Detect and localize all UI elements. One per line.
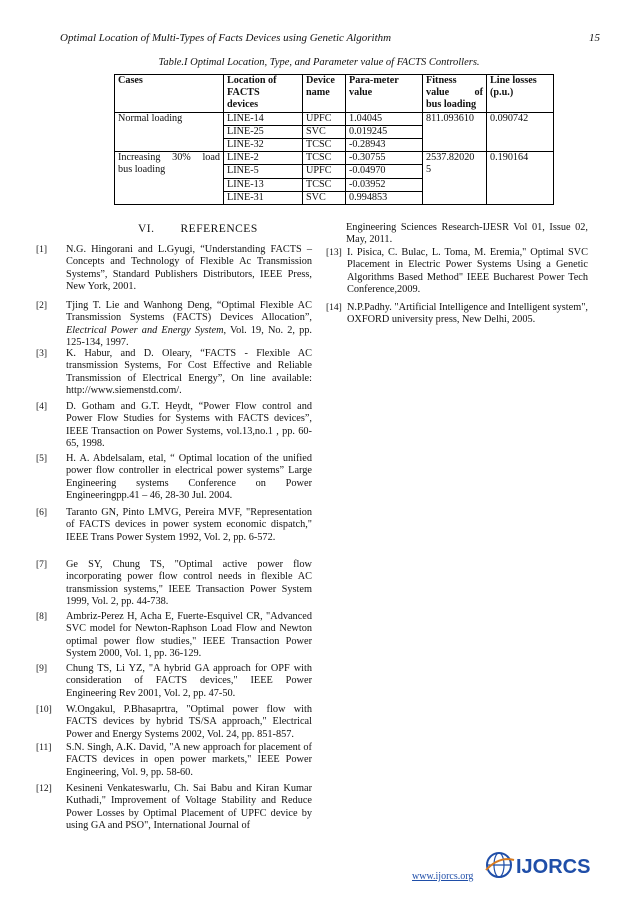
reference-item: [1] N.G. Hingorani and L.Gyugi, “Understanding FACTS – Concepts and Technology of Flexible Ac Transmission Systems”, Standard Publishers Distributors, IEEE Press, New York, 2001. bbox=[36, 244, 312, 293]
reference-item: [4] D. Gotham and G.T. Heydt, “Power Flow control and Power Flow Studies for Systems with FACTS devices”, IEEE Transaction on Power Systems, vol.13,no.1 , pp. 60-65, 1998. bbox=[36, 401, 312, 450]
reference-item: [3] K. Habur, and D. Oleary, “FACTS - Flexible AC transmission Systems, For Cost Effective and Reliable Transmission of Electrical Energy”, On line available: http://www.siemenstd.com/. bbox=[36, 348, 312, 397]
location-cell: LINE-14 bbox=[224, 112, 303, 125]
reference-item: [9] Chung TS, Li YZ, "A hybrid GA approach for OPF with consideration of FACTS devices," IEEE Power Engineering Rev 2001, Vol. 2, pp. 47-50. bbox=[36, 663, 312, 699]
reference-item: [14] N.P.Padhy. "Artificial Intelligence and Intelligent system", OXFORD university press, New Delhi, 2005. bbox=[326, 302, 588, 326]
page-number: 15 bbox=[589, 32, 600, 44]
param-cell: -0.30755 bbox=[346, 152, 423, 165]
location-cell: LINE-31 bbox=[224, 191, 303, 204]
reference-item: [2] Tjing T. Lie and Wanhong Deng, “Optimal Flexible AC Transmission Systems (FACTS) Devices Allocation”, Electrical Power and Energy System, Vol. 19, No. 2, pp. 125-134, 1997. bbox=[36, 300, 313, 349]
location-cell: LINE-5 bbox=[224, 165, 303, 178]
loss-cell: 0.090742 bbox=[487, 112, 554, 152]
section-title: REFERENCES bbox=[180, 223, 258, 235]
header-device: Device name bbox=[303, 75, 346, 113]
logo-wordmark: IJORCS bbox=[516, 856, 591, 878]
device-cell: TCSC bbox=[303, 178, 346, 191]
fitness-cell: 811.093610 bbox=[423, 112, 487, 152]
reference-item: [6] Taranto GN, Pinto LMVG, Pereira MVF, "Representation of FACTS devices in power system economic dispatch," IEEE Trans Power System 1992, Vol. 2, pp. 6-572. bbox=[36, 507, 312, 543]
case-increasing-load: Increasing 30% load bus loading bbox=[115, 152, 224, 205]
header-line-losses: Line losses (p.u.) bbox=[487, 75, 554, 113]
reference-item: [10] W.Ongakul, P.Bhasaprtra, "Optimal power flow with FACTS devices by hybrid TS/SA approach," Electrical Power and Energy Systems 2002, Vol. 24, pp. 851-857. bbox=[36, 704, 312, 740]
param-cell: -0.03952 bbox=[346, 178, 423, 191]
section-numeral: VI. bbox=[138, 223, 155, 235]
header-cases: Cases bbox=[115, 75, 224, 113]
param-cell: 1.04045 bbox=[346, 112, 423, 125]
reference-item: [11] S.N. Singh, A.K. David, "A new approach for placement of FACTS devices in open power markets," IEEE Power Engineering, Vol. 9, pp. 58-60. bbox=[36, 742, 312, 778]
ijorcs-logo bbox=[484, 846, 596, 888]
reference-continuation: Engineering Sciences Research-IJESR Vol 01, Issue 02, May, 2011. bbox=[346, 222, 588, 246]
reference-item: [8] Ambriz-Perez H, Acha E, Fuerte-Esquivel CR, "Advanced SVC model for Newton-Raphson Load Flow and Newton optimal power flow studies," IEEE Transaction Power System 2000, Vol. 1, pp. 36-129. bbox=[36, 611, 312, 660]
reference-item: [7] Ge SY, Chung TS, "Optimal active power flow incorporating power flow control needs in flexible AC transmission systems," IEEE Transaction Power System 1999, Vol. 2, pp. 44-738. bbox=[36, 559, 312, 608]
reference-item: [12] Kesineni Venkateswarlu, Ch. Sai Babu and Kiran Kumar Kuthadi," Improvement of Voltage Stability and Reduce Power Losses by Optimal Placement of UPFC device by using GA and PSO", International Journal of bbox=[36, 783, 312, 832]
header-fitness: Fitness value of bus loading bbox=[423, 75, 487, 113]
footer-website-link[interactable]: www.ijorcs.org bbox=[412, 871, 474, 882]
device-cell: SVC bbox=[303, 125, 346, 138]
param-cell: -0.04970 bbox=[346, 165, 423, 178]
location-cell: LINE-32 bbox=[224, 139, 303, 152]
loss-cell: 0.190164 bbox=[487, 152, 554, 205]
case-normal-loading: Normal loading bbox=[115, 112, 224, 152]
param-cell: 0.994853 bbox=[346, 191, 423, 204]
header-parameter: Para-meter value bbox=[346, 75, 423, 113]
device-cell: TCSC bbox=[303, 152, 346, 165]
location-cell: LINE-25 bbox=[224, 125, 303, 138]
device-cell: UPFC bbox=[303, 165, 346, 178]
table-row bbox=[115, 112, 554, 125]
running-title: Optimal Location of Multi-Types of Facts Devices using Genetic Algorithm bbox=[60, 32, 392, 44]
table-caption: Table.I Optimal Location, Type, and Parameter value of FACTS Controllers. bbox=[158, 57, 480, 68]
reference-item: [13] I. Pisica, C. Bulac, L. Toma, M. Eremia," Optimal SVC Placement in Electric Power Systems Using a Genetic Algorithms Based Method" IEEE Bucharest Power Tech Conference,2009. bbox=[326, 247, 588, 296]
table-header-row bbox=[115, 75, 554, 113]
references-heading bbox=[138, 223, 284, 235]
location-cell: LINE-13 bbox=[224, 178, 303, 191]
header-location: Location of FACTS devices bbox=[224, 75, 303, 113]
device-cell: TCSC bbox=[303, 139, 346, 152]
fitness-cell: 2537.82020 5 bbox=[423, 152, 487, 205]
param-cell: -0.28943 bbox=[346, 139, 423, 152]
param-cell: 0.019245 bbox=[346, 125, 423, 138]
location-cell: LINE-2 bbox=[224, 152, 303, 165]
table-row bbox=[115, 152, 554, 165]
device-cell: UPFC bbox=[303, 112, 346, 125]
globe-icon bbox=[486, 853, 514, 877]
reference-item: [5] H. A. Abdelsalam, etal, “ Optimal location of the unified power flow controller in electrical power systems” Large Engineering systems Conference on Power Engineeringpp.41 – 46, 28-30 Jul. 2004. bbox=[36, 453, 312, 502]
facts-table bbox=[114, 74, 554, 205]
device-cell: SVC bbox=[303, 191, 346, 204]
